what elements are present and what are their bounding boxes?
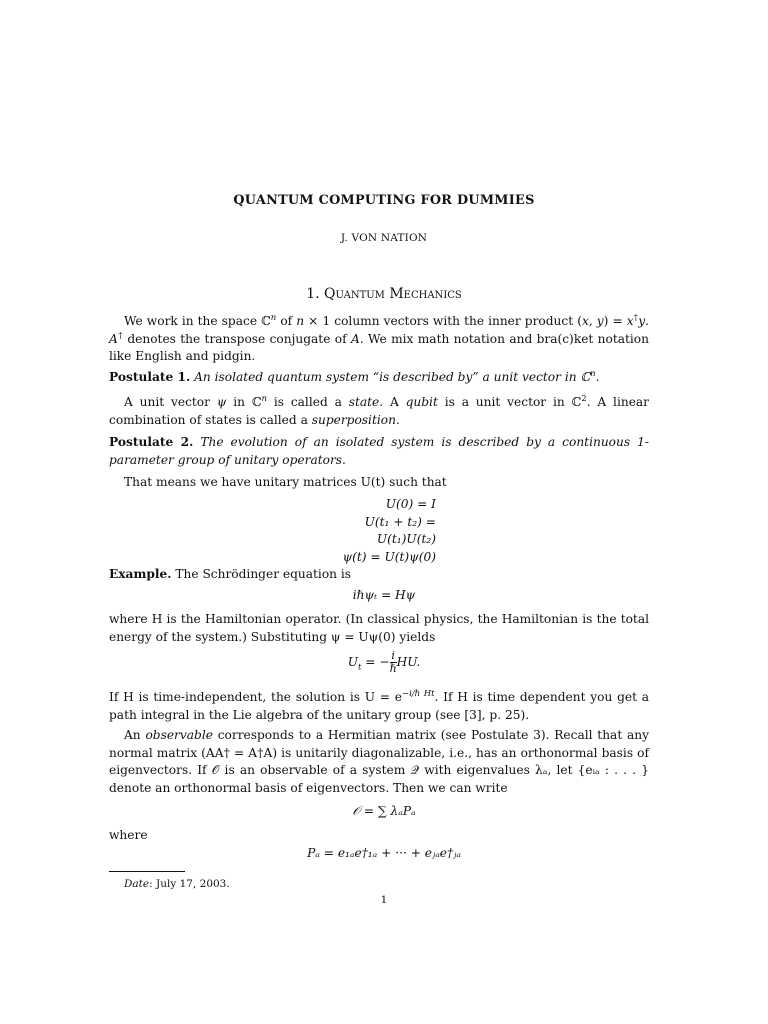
paper-title: QUANTUM COMPUTING FOR DUMMIES [233,193,535,208]
example: Example. The Schrödinger equation is [109,567,352,581]
equation-sum: 𝒪 = ∑ λₐPₐ [352,804,416,818]
postulate-2: Postulate 2. The evolution of an isolated system is described by a continuous 1-parameter group of unitary operators. [109,435,649,467]
footnote-rule [109,871,185,872]
paragraph-state: A unit vector ψ in ℂ$^n$ is called a state. A qubit is a unit vector in ℂ$^2$. A linear combination of states is called a superposition. [109,393,649,427]
postulate-1-label: Postulate 1. [109,370,191,384]
equation-block [306,496,436,566]
postulate-1: Postulate 1. An isolated quantum system “is described by” a unit vector in ℂ$^n$. [109,368,600,384]
page-number: 1 [380,894,388,906]
schrodinger-equation: iℏψₜ = Hψ [352,588,416,602]
author: J. VON NATION [340,232,428,244]
paragraph-unitary: That means we have unitary matrices U(t) such that [124,475,447,489]
paragraph-hamiltonian: where H is the Hamiltonian operator. (In classical physics, the Hamiltonian is the total energy of the system.) Substituting ψ = Uψ(0) yields [109,612,649,644]
example-label: Example. [109,567,172,581]
equation-line: U(0) = I [385,497,436,511]
equation-projection: Pₐ = e₁ₐe†₁ₐ + ··· + eⱼₐe†ⱼₐ [307,846,461,860]
footnote: Date: July 17, 2003. [124,878,230,890]
where-text: where [109,828,148,842]
paragraph-intro: We work in the space ℂ$^n$ of n × 1 column vectors with the inner product (x, y) = x†y. A† denotes the transpose conjugate of A. We mix math notation and bra(c)ket notation like English and pidgin. [109,312,650,363]
section-heading: 1. Quantum Mechanics [306,286,462,302]
paragraph-solution: If H is time-independent, the solution is $U = e^{-i/\hbar Ht}$. If H is time dependent you get a path integral in the Lie algebra of the unitary group (see [3], p. 25). [109,688,649,722]
equation-ut: $U_t$ = − $\frac{i}{\text{ℏ}}$ HU. [347,649,421,675]
equation-line: U(t₁ + t₂) = U(t₁)U(t₂) [364,514,436,546]
postulate-2-label: Postulate 2. [109,435,194,449]
paragraph-observable: An observable corresponds to a Hermitian matrix (see Postulate 3). Recall that any normal matrix (AA† = A†A) is unitarily diagonalizable, i.e., has an orthonormal basis of eigenvectors. If 𝒪 is an observable of a system 𝒬 with eigenvalues λₐ, let {eᵢₐ : . . . } denote an orthonormal basis of eigenvectors. Then we can write [109,728,649,795]
equation-line: ψ(t) = U(t)ψ(0) [342,549,436,564]
